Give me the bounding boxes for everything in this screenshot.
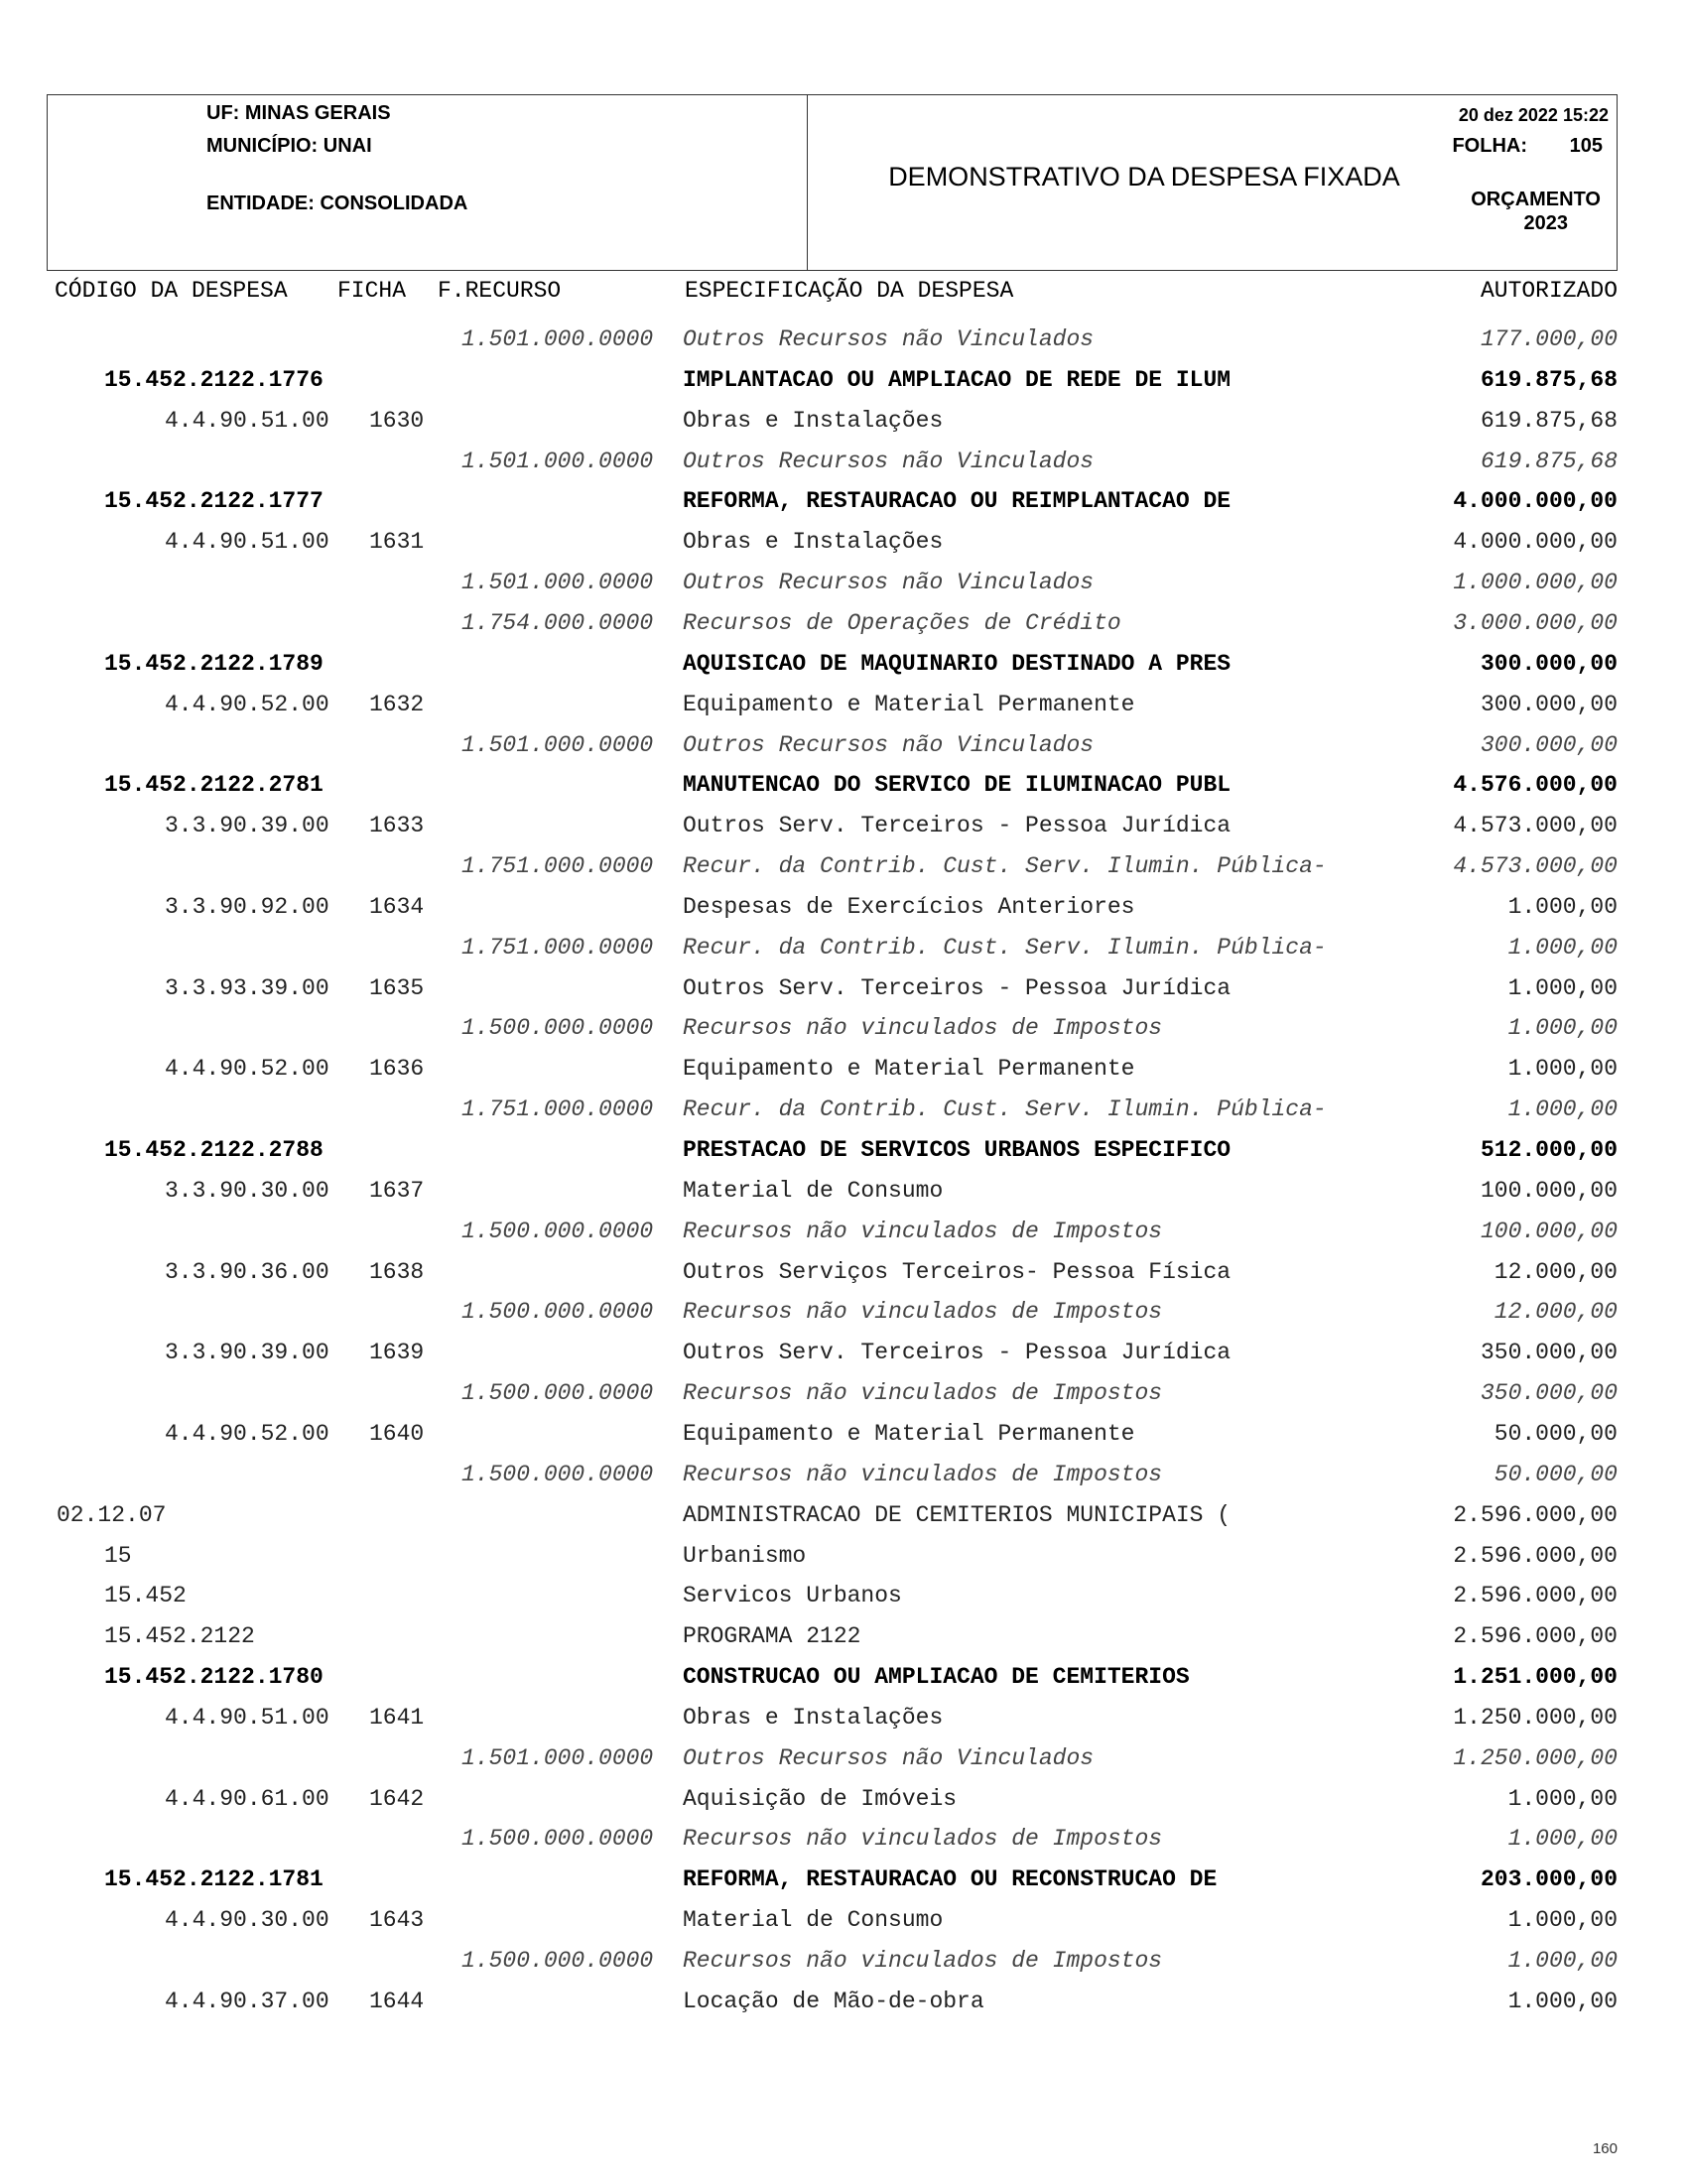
row-ficha: 1630 xyxy=(369,408,425,434)
row-recurso: 1.754.000.0000 xyxy=(461,610,654,636)
row-ficha: 1639 xyxy=(369,1340,425,1365)
table-row xyxy=(0,404,1688,438)
column-header-especificacao: ESPECIFICAÇÃO DA DESPESA xyxy=(685,278,1014,304)
row-amount: 1.250.000,00 xyxy=(1453,1705,1618,1731)
row-amount: 350.000,00 xyxy=(1480,1380,1618,1406)
row-amount: 12.000,00 xyxy=(1493,1299,1618,1325)
row-description: Recursos não vinculados de Impostos xyxy=(683,1299,1163,1325)
table-row xyxy=(0,1782,1688,1816)
row-description: Recur. da Contrib. Cust. Serv. Ilumin. Pública- xyxy=(683,935,1327,961)
folha-value: 105 xyxy=(1569,135,1603,157)
row-ficha: 1637 xyxy=(369,1178,425,1204)
row-description: ADMINISTRACAO DE CEMITERIOS MUNICIPAIS ( xyxy=(683,1502,1232,1528)
entidade-label: ENTIDADE: CONSOLIDADA xyxy=(206,193,468,214)
row-description: Outros Recursos não Vinculados xyxy=(683,732,1095,758)
orcamento-year: 2023 xyxy=(1523,212,1568,234)
row-description: Equipamento e Material Permanente xyxy=(683,692,1135,717)
row-code: 15 xyxy=(104,1543,132,1569)
row-code: 15.452 xyxy=(104,1583,187,1608)
row-amount: 300.000,00 xyxy=(1480,732,1618,758)
row-amount: 4.000.000,00 xyxy=(1453,488,1618,514)
table-row xyxy=(0,1660,1688,1694)
row-amount: 1.000,00 xyxy=(1507,1015,1618,1041)
row-recurso: 1.500.000.0000 xyxy=(461,1219,654,1244)
row-code: 4.4.90.51.00 xyxy=(165,408,329,434)
row-description: AQUISICAO DE MAQUINARIO DESTINADO A PRES xyxy=(683,651,1232,677)
row-ficha: 1641 xyxy=(369,1705,425,1731)
row-code: 3.3.93.39.00 xyxy=(165,975,329,1001)
row-code: 4.4.90.52.00 xyxy=(165,1421,329,1447)
row-description: Recursos não vinculados de Impostos xyxy=(683,1380,1163,1406)
row-description: Recursos de Operações de Crédito xyxy=(683,610,1121,636)
row-ficha: 1634 xyxy=(369,894,425,920)
row-ficha: 1632 xyxy=(369,692,425,717)
row-amount: 4.576.000,00 xyxy=(1453,772,1618,798)
table-row xyxy=(0,1619,1688,1653)
row-code: 15.452.2122.1781 xyxy=(104,1866,324,1892)
row-recurso: 1.500.000.0000 xyxy=(461,1015,654,1041)
row-amount: 2.596.000,00 xyxy=(1453,1502,1618,1528)
row-code: 4.4.90.51.00 xyxy=(165,1705,329,1731)
row-code: 3.3.90.39.00 xyxy=(165,813,329,838)
row-description: Outros Serviços Terceiros- Pessoa Física xyxy=(683,1259,1232,1285)
row-ficha: 1643 xyxy=(369,1907,425,1933)
table-row xyxy=(0,1417,1688,1451)
row-description: Urbanismo xyxy=(683,1543,807,1569)
row-amount: 1.000,00 xyxy=(1507,1989,1618,2014)
row-ficha: 1644 xyxy=(369,1989,425,2014)
row-amount: 177.000,00 xyxy=(1480,326,1618,352)
table-row xyxy=(0,484,1688,518)
table-row xyxy=(0,647,1688,681)
row-description: Material de Consumo xyxy=(683,1178,944,1204)
row-description: IMPLANTACAO OU AMPLIACAO DE REDE DE ILUM xyxy=(683,367,1232,393)
row-amount: 350.000,00 xyxy=(1480,1340,1618,1365)
row-recurso: 1.500.000.0000 xyxy=(461,1380,654,1406)
row-amount: 100.000,00 xyxy=(1480,1219,1618,1244)
row-amount: 50.000,00 xyxy=(1493,1462,1618,1487)
column-header-recurso: F.RECURSO xyxy=(438,278,562,304)
table-row xyxy=(0,1133,1688,1167)
table-row xyxy=(0,1579,1688,1612)
row-code: 15.452.2122.1780 xyxy=(104,1664,324,1690)
table-row xyxy=(0,363,1688,397)
row-ficha: 1631 xyxy=(369,529,425,555)
row-description: PRESTACAO DE SERVICOS URBANOS ESPECIFICO xyxy=(683,1137,1232,1163)
row-amount: 1.000,00 xyxy=(1507,975,1618,1001)
row-recurso: 1.751.000.0000 xyxy=(461,1096,654,1122)
row-description: Obras e Instalações xyxy=(683,529,944,555)
row-description: Equipamento e Material Permanente xyxy=(683,1056,1135,1082)
row-ficha: 1635 xyxy=(369,975,425,1001)
row-amount: 619.875,68 xyxy=(1480,449,1618,474)
row-amount: 1.000,00 xyxy=(1507,1786,1618,1812)
table-row xyxy=(0,809,1688,842)
row-description: Locação de Mão-de-obra xyxy=(683,1989,984,2014)
row-code: 4.4.90.52.00 xyxy=(165,1056,329,1082)
row-ficha: 1642 xyxy=(369,1786,425,1812)
table-row xyxy=(0,849,1688,883)
row-recurso: 1.500.000.0000 xyxy=(461,1299,654,1325)
row-amount: 2.596.000,00 xyxy=(1453,1543,1618,1569)
table-row xyxy=(0,1336,1688,1369)
row-amount: 4.573.000,00 xyxy=(1453,853,1618,879)
row-recurso: 1.500.000.0000 xyxy=(461,1826,654,1852)
table-row xyxy=(0,1539,1688,1573)
row-amount: 1.000,00 xyxy=(1507,1948,1618,1974)
row-code: 4.4.90.51.00 xyxy=(165,529,329,555)
row-code: 15.452.2122.1789 xyxy=(104,651,324,677)
row-code: 4.4.90.37.00 xyxy=(165,1989,329,2014)
row-description: Recur. da Contrib. Cust. Serv. Ilumin. Pública- xyxy=(683,1096,1327,1122)
row-description: Recursos não vinculados de Impostos xyxy=(683,1948,1163,1974)
table-row xyxy=(0,728,1688,762)
table-row xyxy=(0,1498,1688,1532)
row-code: 3.3.90.39.00 xyxy=(165,1340,329,1365)
municipio-label: MUNICÍPIO: UNAI xyxy=(206,135,372,157)
table-row xyxy=(0,1215,1688,1248)
row-code: 3.3.90.92.00 xyxy=(165,894,329,920)
row-recurso: 1.751.000.0000 xyxy=(461,935,654,961)
row-amount: 1.000,00 xyxy=(1507,1096,1618,1122)
row-code: 4.4.90.30.00 xyxy=(165,1907,329,1933)
row-description: Despesas de Exercícios Anteriores xyxy=(683,894,1135,920)
row-amount: 300.000,00 xyxy=(1480,651,1618,677)
row-description: Obras e Instalações xyxy=(683,1705,944,1731)
table-row xyxy=(0,688,1688,721)
column-header-autorizado: AUTORIZADO xyxy=(1480,278,1618,304)
row-amount: 3.000.000,00 xyxy=(1453,610,1618,636)
row-amount: 4.000.000,00 xyxy=(1453,529,1618,555)
row-recurso: 1.501.000.0000 xyxy=(461,449,654,474)
row-code: 15.452.2122 xyxy=(104,1623,255,1649)
table-row xyxy=(0,768,1688,802)
uf-label: UF: MINAS GERAIS xyxy=(206,102,391,124)
table-row xyxy=(0,1255,1688,1289)
row-code: 02.12.07 xyxy=(57,1502,167,1528)
row-ficha: 1636 xyxy=(369,1056,425,1082)
row-description: Recursos não vinculados de Impostos xyxy=(683,1462,1163,1487)
row-ficha: 1640 xyxy=(369,1421,425,1447)
row-amount: 1.000,00 xyxy=(1507,1907,1618,1933)
report-datetime: 20 dez 2022 15:22 xyxy=(1458,105,1609,125)
table-row xyxy=(0,1701,1688,1734)
table-row xyxy=(0,1944,1688,1978)
column-header-codigo: CÓDIGO DA DESPESA xyxy=(55,278,288,304)
table-row xyxy=(0,1092,1688,1126)
row-amount: 1.000,00 xyxy=(1507,1826,1618,1852)
table-row xyxy=(0,606,1688,640)
row-recurso: 1.500.000.0000 xyxy=(461,1462,654,1487)
row-amount: 1.000,00 xyxy=(1507,1056,1618,1082)
table-row xyxy=(0,971,1688,1005)
row-amount: 100.000,00 xyxy=(1480,1178,1618,1204)
row-amount: 1.000,00 xyxy=(1507,935,1618,961)
row-description: Recursos não vinculados de Impostos xyxy=(683,1219,1163,1244)
row-amount: 1.250.000,00 xyxy=(1453,1745,1618,1771)
row-description: Recursos não vinculados de Impostos xyxy=(683,1015,1163,1041)
row-description: Recur. da Contrib. Cust. Serv. Ilumin. Pública- xyxy=(683,853,1327,879)
row-amount: 1.251.000,00 xyxy=(1453,1664,1618,1690)
orcamento-label: ORÇAMENTO xyxy=(1471,189,1601,210)
row-description: CONSTRUCAO OU AMPLIACAO DE CEMITERIOS xyxy=(683,1664,1190,1690)
folha-label: FOLHA: xyxy=(1452,135,1527,157)
table-row xyxy=(0,566,1688,599)
row-description: Outros Serv. Terceiros - Pessoa Jurídica xyxy=(683,975,1232,1001)
row-description: PROGRAMA 2122 xyxy=(683,1623,861,1649)
row-code: 15.452.2122.1777 xyxy=(104,488,324,514)
table-row xyxy=(0,1458,1688,1491)
row-amount: 12.000,00 xyxy=(1493,1259,1618,1285)
row-amount: 2.596.000,00 xyxy=(1453,1623,1618,1649)
row-amount: 1.000.000,00 xyxy=(1453,570,1618,595)
row-description: Recursos não vinculados de Impostos xyxy=(683,1826,1163,1852)
row-recurso: 1.501.000.0000 xyxy=(461,326,654,352)
row-description: Outros Recursos não Vinculados xyxy=(683,326,1095,352)
row-amount: 50.000,00 xyxy=(1493,1421,1618,1447)
row-description: Outros Recursos não Vinculados xyxy=(683,570,1095,595)
table-row xyxy=(0,1863,1688,1896)
table-row xyxy=(0,1903,1688,1937)
row-description: Aquisição de Imóveis xyxy=(683,1786,958,1812)
table-row xyxy=(0,890,1688,924)
report-title: DEMONSTRATIVO DA DESPESA FIXADA xyxy=(888,162,1400,192)
table-row xyxy=(0,1174,1688,1208)
row-code: 3.3.90.30.00 xyxy=(165,1178,329,1204)
row-description: REFORMA, RESTAURACAO OU RECONSTRUCAO DE xyxy=(683,1866,1218,1892)
row-code: 15.452.2122.2781 xyxy=(104,772,324,798)
row-code: 4.4.90.61.00 xyxy=(165,1786,329,1812)
table-row xyxy=(0,445,1688,478)
row-amount: 619.875,68 xyxy=(1480,367,1618,393)
row-code: 3.3.90.36.00 xyxy=(165,1259,329,1285)
table-row xyxy=(0,1822,1688,1856)
row-amount: 2.596.000,00 xyxy=(1453,1583,1618,1608)
row-description: Equipamento e Material Permanente xyxy=(683,1421,1135,1447)
table-row xyxy=(0,1376,1688,1410)
row-amount: 4.573.000,00 xyxy=(1453,813,1618,838)
table-row xyxy=(0,525,1688,559)
table-row xyxy=(0,1741,1688,1775)
row-ficha: 1638 xyxy=(369,1259,425,1285)
row-amount: 512.000,00 xyxy=(1480,1137,1618,1163)
row-description: REFORMA, RESTAURACAO OU REIMPLANTACAO DE xyxy=(683,488,1232,514)
row-recurso: 1.500.000.0000 xyxy=(461,1948,654,1974)
row-description: MANUTENCAO DO SERVICO DE ILUMINACAO PUBL xyxy=(683,772,1232,798)
row-recurso: 1.501.000.0000 xyxy=(461,732,654,758)
row-recurso: 1.501.000.0000 xyxy=(461,570,654,595)
row-recurso: 1.501.000.0000 xyxy=(461,1745,654,1771)
row-recurso: 1.751.000.0000 xyxy=(461,853,654,879)
row-description: Material de Consumo xyxy=(683,1907,944,1933)
row-description: Obras e Instalações xyxy=(683,408,944,434)
column-header-ficha: FICHA xyxy=(337,278,407,304)
page-number: 160 xyxy=(1592,2140,1618,2157)
row-amount: 300.000,00 xyxy=(1480,692,1618,717)
table-row xyxy=(0,1052,1688,1086)
table-row xyxy=(0,1011,1688,1045)
table-row xyxy=(0,322,1688,356)
row-description: Servicos Urbanos xyxy=(683,1583,902,1608)
row-amount: 619.875,68 xyxy=(1480,408,1618,434)
row-description: Outros Recursos não Vinculados xyxy=(683,1745,1095,1771)
row-description: Outros Recursos não Vinculados xyxy=(683,449,1095,474)
row-code: 15.452.2122.1776 xyxy=(104,367,324,393)
row-description: Outros Serv. Terceiros - Pessoa Jurídica xyxy=(683,1340,1232,1365)
row-description: Outros Serv. Terceiros - Pessoa Jurídica xyxy=(683,813,1232,838)
row-ficha: 1633 xyxy=(369,813,425,838)
row-amount: 203.000,00 xyxy=(1480,1866,1618,1892)
row-code: 4.4.90.52.00 xyxy=(165,692,329,717)
table-row xyxy=(0,1985,1688,2018)
row-amount: 1.000,00 xyxy=(1507,894,1618,920)
table-row xyxy=(0,1295,1688,1329)
table-row xyxy=(0,931,1688,964)
row-code: 15.452.2122.2788 xyxy=(104,1137,324,1163)
